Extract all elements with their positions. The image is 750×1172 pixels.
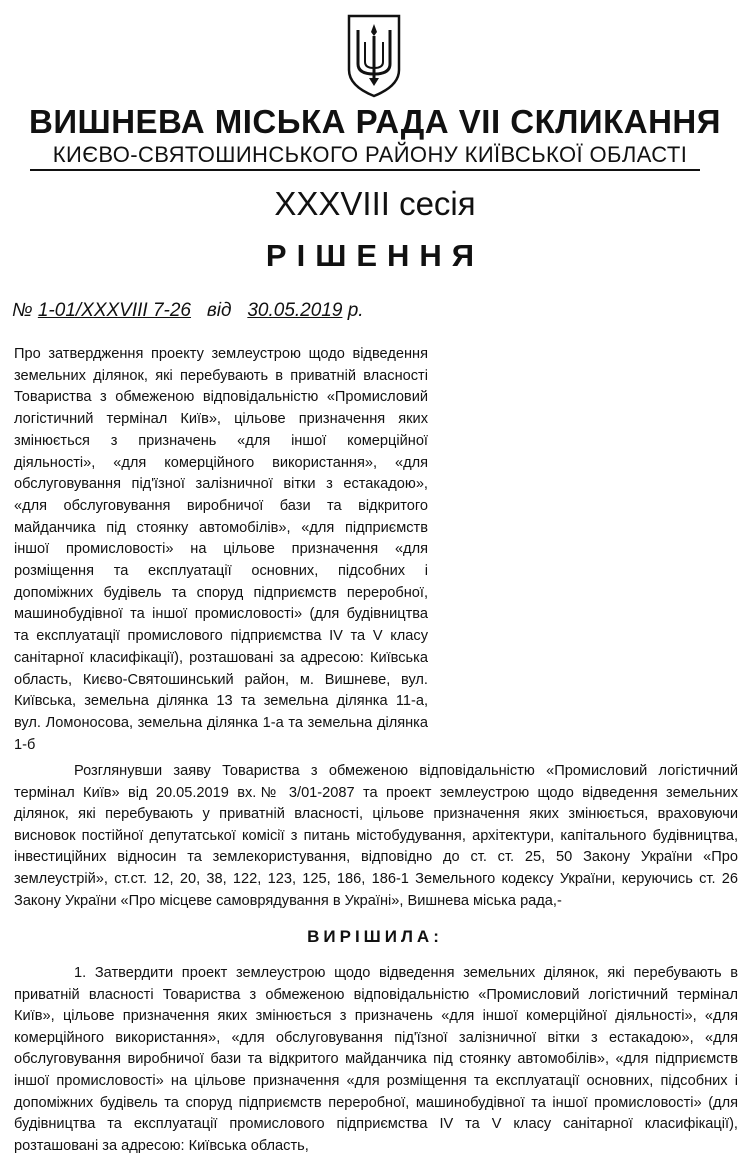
number-prefix: № (12, 300, 33, 321)
district-name: КИЄВО-СВЯТОШИНСЬКОГО РАЙОНУ КИЇВСЬКОЇ ОБЛАСТІ (52, 142, 688, 167)
date-suffix: р. (347, 300, 364, 321)
trident-emblem-icon (343, 12, 405, 98)
document-type: РІШЕННЯ (265, 238, 485, 273)
decision-title: Про затвердження проекту землеустрою щодо відведення земельних ділянок, які перебувають в приватній власності Товариства з обмеженою відповідальністю «Промисловий логістичний термінал Київ», цільове призначення яких змінюється з призначень «для іншої комерційної діяльності», «для комерційного використання», «для обслуговування під'їзної залізничної вітки з естакадою», «для обслуговування виробничої бази та відкритого майданчика під стоянку автомобілів», «для підприємств іншої промисловості» на цільове призначення «для розміщення та експлуатації основних, підсобних і допоміжних будівель та споруд підприємств переробної, машинобудівної та іншої промисловості» (для будівництва та експлуатації промислового підприємства IV та V класу санітарної класифікації), розташовані за адресою: Київська область, Києво-Святошинський район, м. Вишневе, вул. Київська, земельна ділянка 13 та земельна ділянка 11-а, вул. Ломоносова, земельна ділянка 1-а та земельна ділянка 1-б (14, 346, 428, 753)
preamble-paragraph: Розглянувши заяву Товариства з обмеженою відповідальністю «Промисловий логістичний термінал Київ» від 20.05.2019 вх.№ 3/01-2087 та проект землеустрою щодо відведення земельних ділянок, які перебувають у приватній власності, цільове призначення яких змінюється, враховуючи висновок постійної депутатської комісії з питань містобудування, архітектури, капітального будівництва, інвестиційних відносин та землекористування, відповідно до ст. ст. 25, 50 Закону України «Про землеустрій», ст.ст. 12, 20, 38, 122, 123, 125, 186, 186-1 Земельного кодексу України, керуючись ст. 26 Закону України «Про місцеве самоврядування в Україні», Вишнева міська рада,- (14, 763, 738, 909)
date-prefix: від (206, 300, 232, 321)
decree-date: 30.05.2019 (247, 300, 343, 321)
decree-number: 1-01/XXXVIII 7-26 (37, 300, 192, 321)
council-name: ВИШНЕВА МІСЬКА РАДА VII СКЛИКАННЯ (29, 103, 721, 140)
item-1-paragraph: 1. Затвердити проект землеустрою щодо відведення земельних ділянок, які перебувають в приватній власності Товариства з обмеженою відповідальністю «Промисловий логістичний термінал Київ», цільове призначення яких змінюється з призначень «для іншої комерційної діяльності», «для комерційного використання», «для обслуговування під'їзної залізничної вітки з естакадою», «для обслуговування виробничої бази та відкритого майданчика під стоянку автомобілів», «для підприємств іншої промисловості» на цільове призначення «для розміщення та експлуатації основних, підсобних і допоміжних будівель та споруд підприємств переробної, машинобудівної та іншої промисловості» (для будівництва та експлуатації промислового підприємства IV та V класу санітарної класифікації), розташовані за адресою: Київська область, (14, 965, 738, 1154)
resolved-heading: ВИРІШИЛА: (307, 927, 443, 946)
decree-number-line (12, 300, 432, 322)
session-title: XXXVIII сесія (274, 185, 476, 222)
header-divider (30, 169, 700, 171)
